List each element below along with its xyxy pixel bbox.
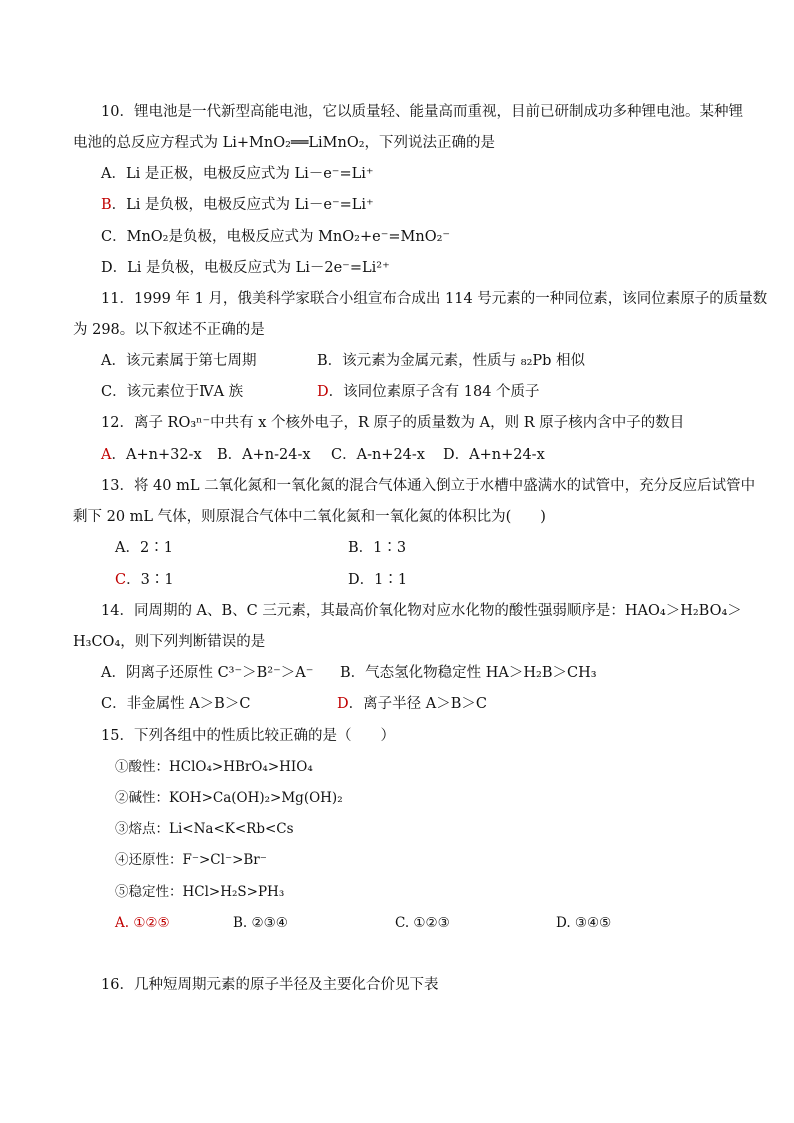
answer-letter: D bbox=[317, 384, 329, 400]
q13-option-c: C．3∶1 bbox=[115, 572, 174, 588]
q10-option-c: C．MnO₂是负极，电极反应式为 MnO₂+e⁻=MnO₂⁻ bbox=[101, 229, 451, 245]
q13-option-d: D．1∶1 bbox=[348, 572, 408, 588]
q14-option-d: D．离子半径 A＞B＞C bbox=[337, 696, 487, 712]
q15-option-b: B. ②③④ bbox=[233, 915, 288, 931]
q12-option-c: C．A-n+24-x bbox=[331, 447, 425, 463]
q15-item-4: ④还原性：F⁻>Cl⁻>Br⁻ bbox=[115, 852, 267, 868]
q14-stem-line1: 14．同周期的 A、B、C 三元素，其最高价氧化物对应水化物的酸性强弱顺序是：HAO₄＞H₂BO₄＞ bbox=[101, 603, 742, 619]
q13-stem-line2: 剩下 20 mL 气体，则原混合气体中二氧化氮和一氧化氮的体积比为( ) bbox=[73, 509, 546, 525]
q15-option-d: D. ③④⑤ bbox=[556, 915, 612, 931]
q14-option-c: C．非金属性 A＞B＞C bbox=[101, 696, 251, 712]
q14-stem-line2: H₃CO₄，则下列判断错误的是 bbox=[73, 634, 266, 650]
q14-option-a: A．阴离子还原性 C³⁻＞B²⁻＞A⁻ bbox=[101, 665, 314, 681]
q13-option-b: B．1∶3 bbox=[348, 540, 407, 556]
q15-option-c: C. ①②③ bbox=[395, 915, 450, 931]
q15-item-3: ③熔点：Li<Na<K<Rb<Cs bbox=[115, 821, 294, 837]
q15-item-1: ①酸性：HClO₄>HBrO₄>HIO₄ bbox=[115, 759, 313, 775]
q10-stem-line1: 10．锂电池是一代新型高能电池，它以质量轻、能量高而重视，目前已研制成功多种锂电池。某种锂 bbox=[101, 104, 743, 120]
q10-option-d: D．Li 是负极，电极反应式为 Li－2e⁻=Li²⁺ bbox=[101, 260, 390, 276]
q16-stem-line1: 16．几种短周期元素的原子半径及主要化合价见下表 bbox=[101, 977, 439, 993]
q12-option-a: A．A+n+32-x bbox=[101, 447, 202, 463]
q14-option-b: B．气态氢化物稳定性 HA＞H₂B＞CH₃ bbox=[340, 665, 597, 681]
q11-stem-line2: 为 298。以下叙述不正确的是 bbox=[73, 322, 265, 338]
q11-stem-line1: 11．1999 年 1 月，俄美科学家联合小组宣布合成出 114 号元素的一种同位素，该同位素原子的质量数 bbox=[101, 291, 768, 307]
answer-letter: C bbox=[115, 572, 127, 588]
q15-item-2: ②碱性：KOH>Ca(OH)₂>Mg(OH)₂ bbox=[115, 790, 343, 806]
q13-option-a: A．2∶1 bbox=[115, 540, 173, 556]
q15-item-5: ⑤稳定性：HCl>H₂S>PH₃ bbox=[115, 884, 285, 900]
q15-option-a: A. ①②⑤ bbox=[115, 915, 170, 931]
q15-stem-line1: 15．下列各组中的性质比较正确的是（ ） bbox=[101, 728, 395, 744]
q13-stem-line1: 13．将 40 mL 二氧化氮和一氧化氮的混合气体通入倒立于水槽中盛满水的试管中，充分反应后试管中 bbox=[101, 478, 756, 494]
answer-letter: B bbox=[101, 197, 112, 213]
q12-stem-line1: 12．离子 RO₃ⁿ⁻中共有 x 个核外电子，R 原子的质量数为 A，则 R 原子核内含中子的数目 bbox=[101, 415, 685, 431]
answer-letter: A bbox=[101, 447, 112, 463]
q12-option-d: D．A+n+24-x bbox=[443, 447, 545, 463]
q11-option-b: B．该元素为金属元素，性质与 ₈₂Pb 相似 bbox=[317, 353, 586, 369]
q12-option-b: B．A+n-24-x bbox=[217, 447, 311, 463]
q11-option-c: C．该元素位于ⅣA 族 bbox=[101, 384, 244, 400]
q11-option-d: D．该同位素原子含有 184 个质子 bbox=[317, 384, 540, 400]
q10-stem-line2: 电池的总反应方程式为 Li+MnO₂══LiMnO₂，下列说法正确的是 bbox=[73, 135, 496, 151]
q11-option-a: A．该元素属于第七周期 bbox=[101, 353, 257, 369]
answer-letter: D bbox=[337, 696, 349, 712]
q10-option-b: B．Li 是负极，电极反应式为 Li－e⁻=Li⁺ bbox=[101, 197, 374, 213]
q10-option-a: A．Li 是正极，电极反应式为 Li－e⁻=Li⁺ bbox=[101, 166, 374, 182]
